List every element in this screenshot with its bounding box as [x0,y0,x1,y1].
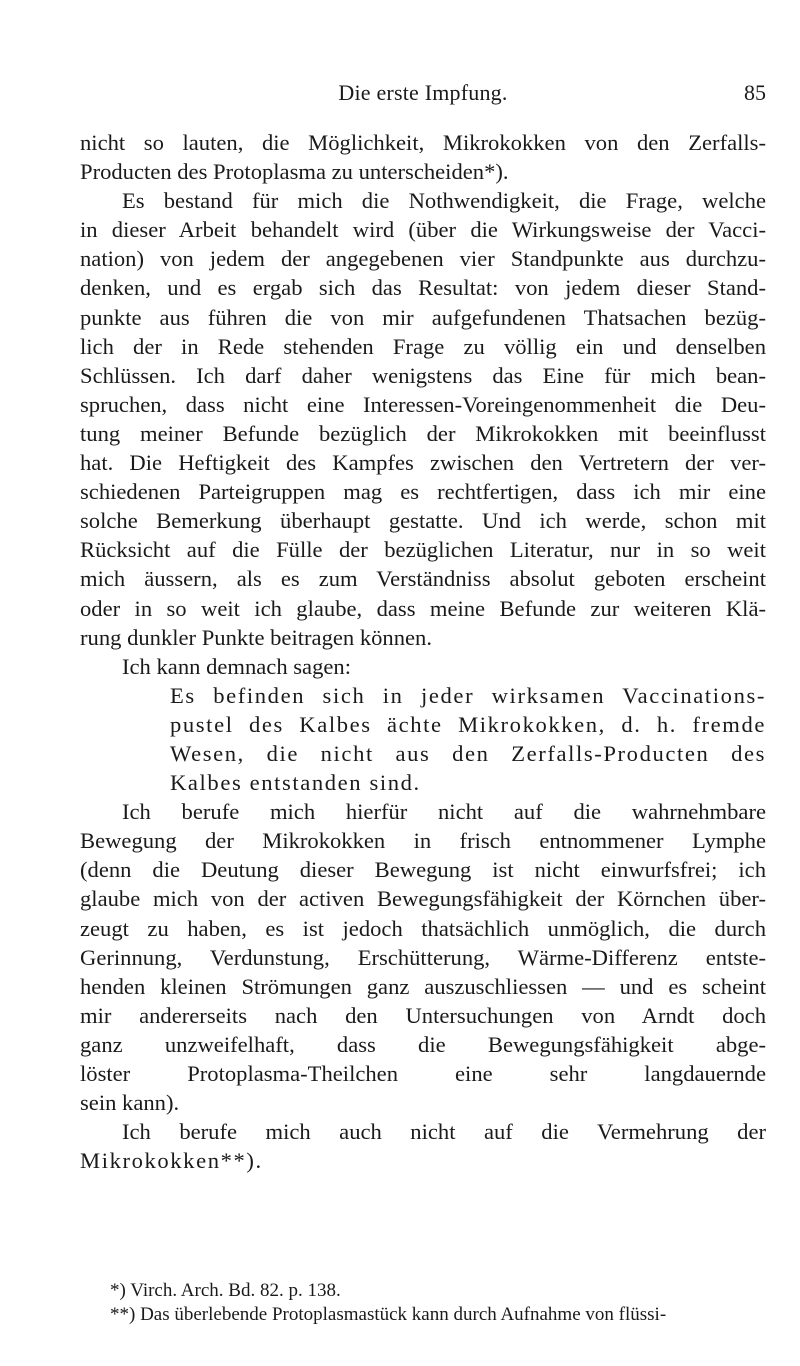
footnotes [110,1279,766,1327]
text-line: nation) von jedem der angegebenen vier Standpunkte aus durchzu- [80,246,766,272]
body-text [80,128,766,1175]
text-line: löster Protoplasma-Theilchen eine sehr langdauernde [80,1061,766,1086]
text-line: Mikrokokken**). [80,1148,263,1174]
running-header [80,80,766,110]
text-line: zeugt zu haben, es ist jedoch thatsächlich unmöglich, die durch [80,915,766,941]
text-line: Ich berufe mich auch nicht auf die Vermehrung der [122,1119,766,1145]
text-line: ganz unzweifelhaft, dass die Bewegungsfähigkeit abge- [80,1031,766,1057]
text-line: spruchen, dass nicht eine Interessen-Voreingenommenheit die Deu- [80,391,766,417]
chapter-title: Die erste Impfung. [338,80,508,105]
text-line: henden kleinen Strömungen ganz auszuschliessen — und es scheint [80,973,766,999]
text-line: hat. Die Heftigkeit des Kampfes zwischen den Vertretern der ver- [80,450,766,476]
emphasized-line: Kalbes entstanden sind. [170,770,421,796]
text-line: solche Bemerkung überhaupt gestatte. Und ich werde, schon mit [80,508,766,534]
emphasized-line: Wesen, die nicht aus den Zerfalls-Producten des [170,740,766,766]
text-line: mir andererseits nach den Untersuchungen von Arndt doch [80,1002,766,1028]
text-line: mich äussern, als es zum Verständniss absolut geboten erscheint [80,566,766,592]
text-line: schiedenen Parteigruppen mag es rechtfertigen, dass ich mir eine [80,479,766,505]
text-line: sein kann). [80,1090,180,1116]
text-line: oder in so weit ich glaube, dass meine Befunde zur weiteren Klä- [80,595,766,621]
text-line: (denn die Deutung dieser Bewegung ist nicht einwurfsfrei; ich [80,857,766,883]
text-line: Bewegung der Mikrokokken in frisch entnommener Lymphe [80,828,766,854]
text-line: Es bestand für mich die Nothwendigkeit, die Frage, welche [122,188,766,214]
text-line: Ich berufe mich hierfür nicht auf die wahrnehmbare [122,799,766,825]
emphasized-line: pustel des Kalbes ächte Mikrokokken, d. h. fremde [170,711,766,737]
footnote: *) Virch. Arch. Bd. 82. p. 138. [110,1280,341,1301]
page-number: 85 [744,80,766,105]
text-line: Gerinnung, Verdunstung, Erschütterung, Wärme-Differenz entste- [80,944,766,970]
text-line: nicht so lauten, die Möglichkeit, Mikrokokken von den Zerfalls- [80,130,766,155]
text-line: punkte aus führen die von mir aufgefundenen Thatsachen bezüg- [80,304,766,330]
text-line: Rücksicht auf die Fülle der bezüglichen Literatur, nur in so weit [80,537,766,563]
footnote: **) Das überlebende Protoplasmastück kann durch Aufnahme von flüssi- [110,1304,667,1325]
text-line: lich der in Rede stehenden Frage zu völlig ein und denselben [80,333,766,359]
text-line: denken, und es ergab sich das Resultat: von jedem dieser Stand- [80,275,766,301]
text-line: Ich kann demnach sagen: [122,653,351,679]
text-line: rung dunkler Punkte beitragen können. [80,624,433,650]
text-line: glaube mich von der activen Bewegungsfähigkeit der Körnchen über- [80,886,766,912]
text-line: tung meiner Befunde bezüglich der Mikrokokken mit beeinflusst [80,420,766,446]
text-line: Schlüssen. Ich darf daher wenigstens das Eine für mich bean- [80,362,766,388]
emphasized-line: Es befinden sich in jeder wirksamen Vaccinations- [170,682,766,708]
text-line: in dieser Arbeit behandelt wird (über die Wirkungsweise der Vacci- [80,217,766,243]
text-line: Producten des Protoplasma zu unterscheiden*). [80,159,509,185]
